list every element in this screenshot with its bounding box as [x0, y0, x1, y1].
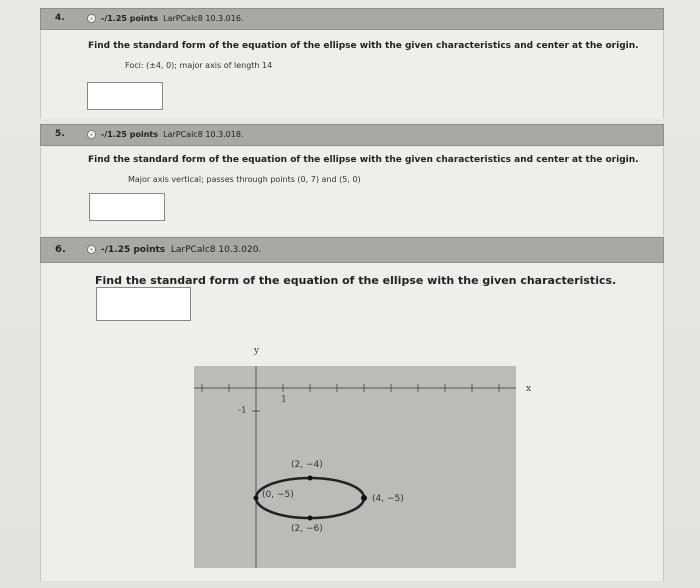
- point-label-top: (2, −4): [291, 460, 323, 470]
- point-bottom: [308, 516, 313, 521]
- question-points: -/1.25 points LarPCalc8 10.3.018.: [101, 130, 244, 139]
- status-circle-icon: [87, 14, 96, 23]
- question-5-detail: Major axis vertical; passes through points (0, 7) and (5, 0): [128, 175, 361, 184]
- graph-svg: [194, 366, 516, 568]
- x-tick-label: 1: [281, 395, 287, 405]
- question-6-prompt: Find the standard form of the equation of the ellipse with the given characteristics.: [95, 274, 617, 287]
- y-tick-label: -1: [238, 406, 247, 416]
- y-axis-label: y: [254, 346, 260, 356]
- point-top: [308, 476, 313, 481]
- status-circle-icon: [87, 130, 96, 139]
- question-5-header: [40, 124, 664, 146]
- point-label-bottom: (2, −6): [291, 524, 323, 534]
- question-points: -/1.25 points LarPCalc8 10.3.016.: [101, 14, 244, 23]
- question-number: 5.: [55, 129, 65, 139]
- question-5-answer-input[interactable]: [89, 193, 165, 221]
- x-axis-label: x: [526, 384, 532, 394]
- question-points: -/1.25 points LarPCalc8 10.3.020.: [101, 245, 262, 255]
- question-number: 4.: [55, 13, 65, 23]
- question-4-answer-input[interactable]: [87, 82, 163, 110]
- ellipse-graph: [194, 366, 516, 568]
- status-circle-icon: [87, 245, 96, 254]
- point-label-right: (4, −5): [372, 494, 404, 504]
- question-number: 6.: [55, 244, 66, 255]
- question-6-answer-input[interactable]: [96, 287, 191, 321]
- point-left: [254, 496, 259, 501]
- point-right: [361, 495, 367, 501]
- question-5-prompt: Find the standard form of the equation of the ellipse with the given characteristics and center at the origin.: [88, 155, 639, 165]
- question-4-header: [40, 8, 664, 30]
- question-6-header: [40, 237, 664, 263]
- question-4-detail: Foci: (±4, 0); major axis of length 14: [125, 61, 273, 70]
- question-4-prompt: Find the standard form of the equation of the ellipse with the given characteristics and center at the origin.: [88, 41, 639, 51]
- point-label-left: (0, −5): [262, 490, 294, 500]
